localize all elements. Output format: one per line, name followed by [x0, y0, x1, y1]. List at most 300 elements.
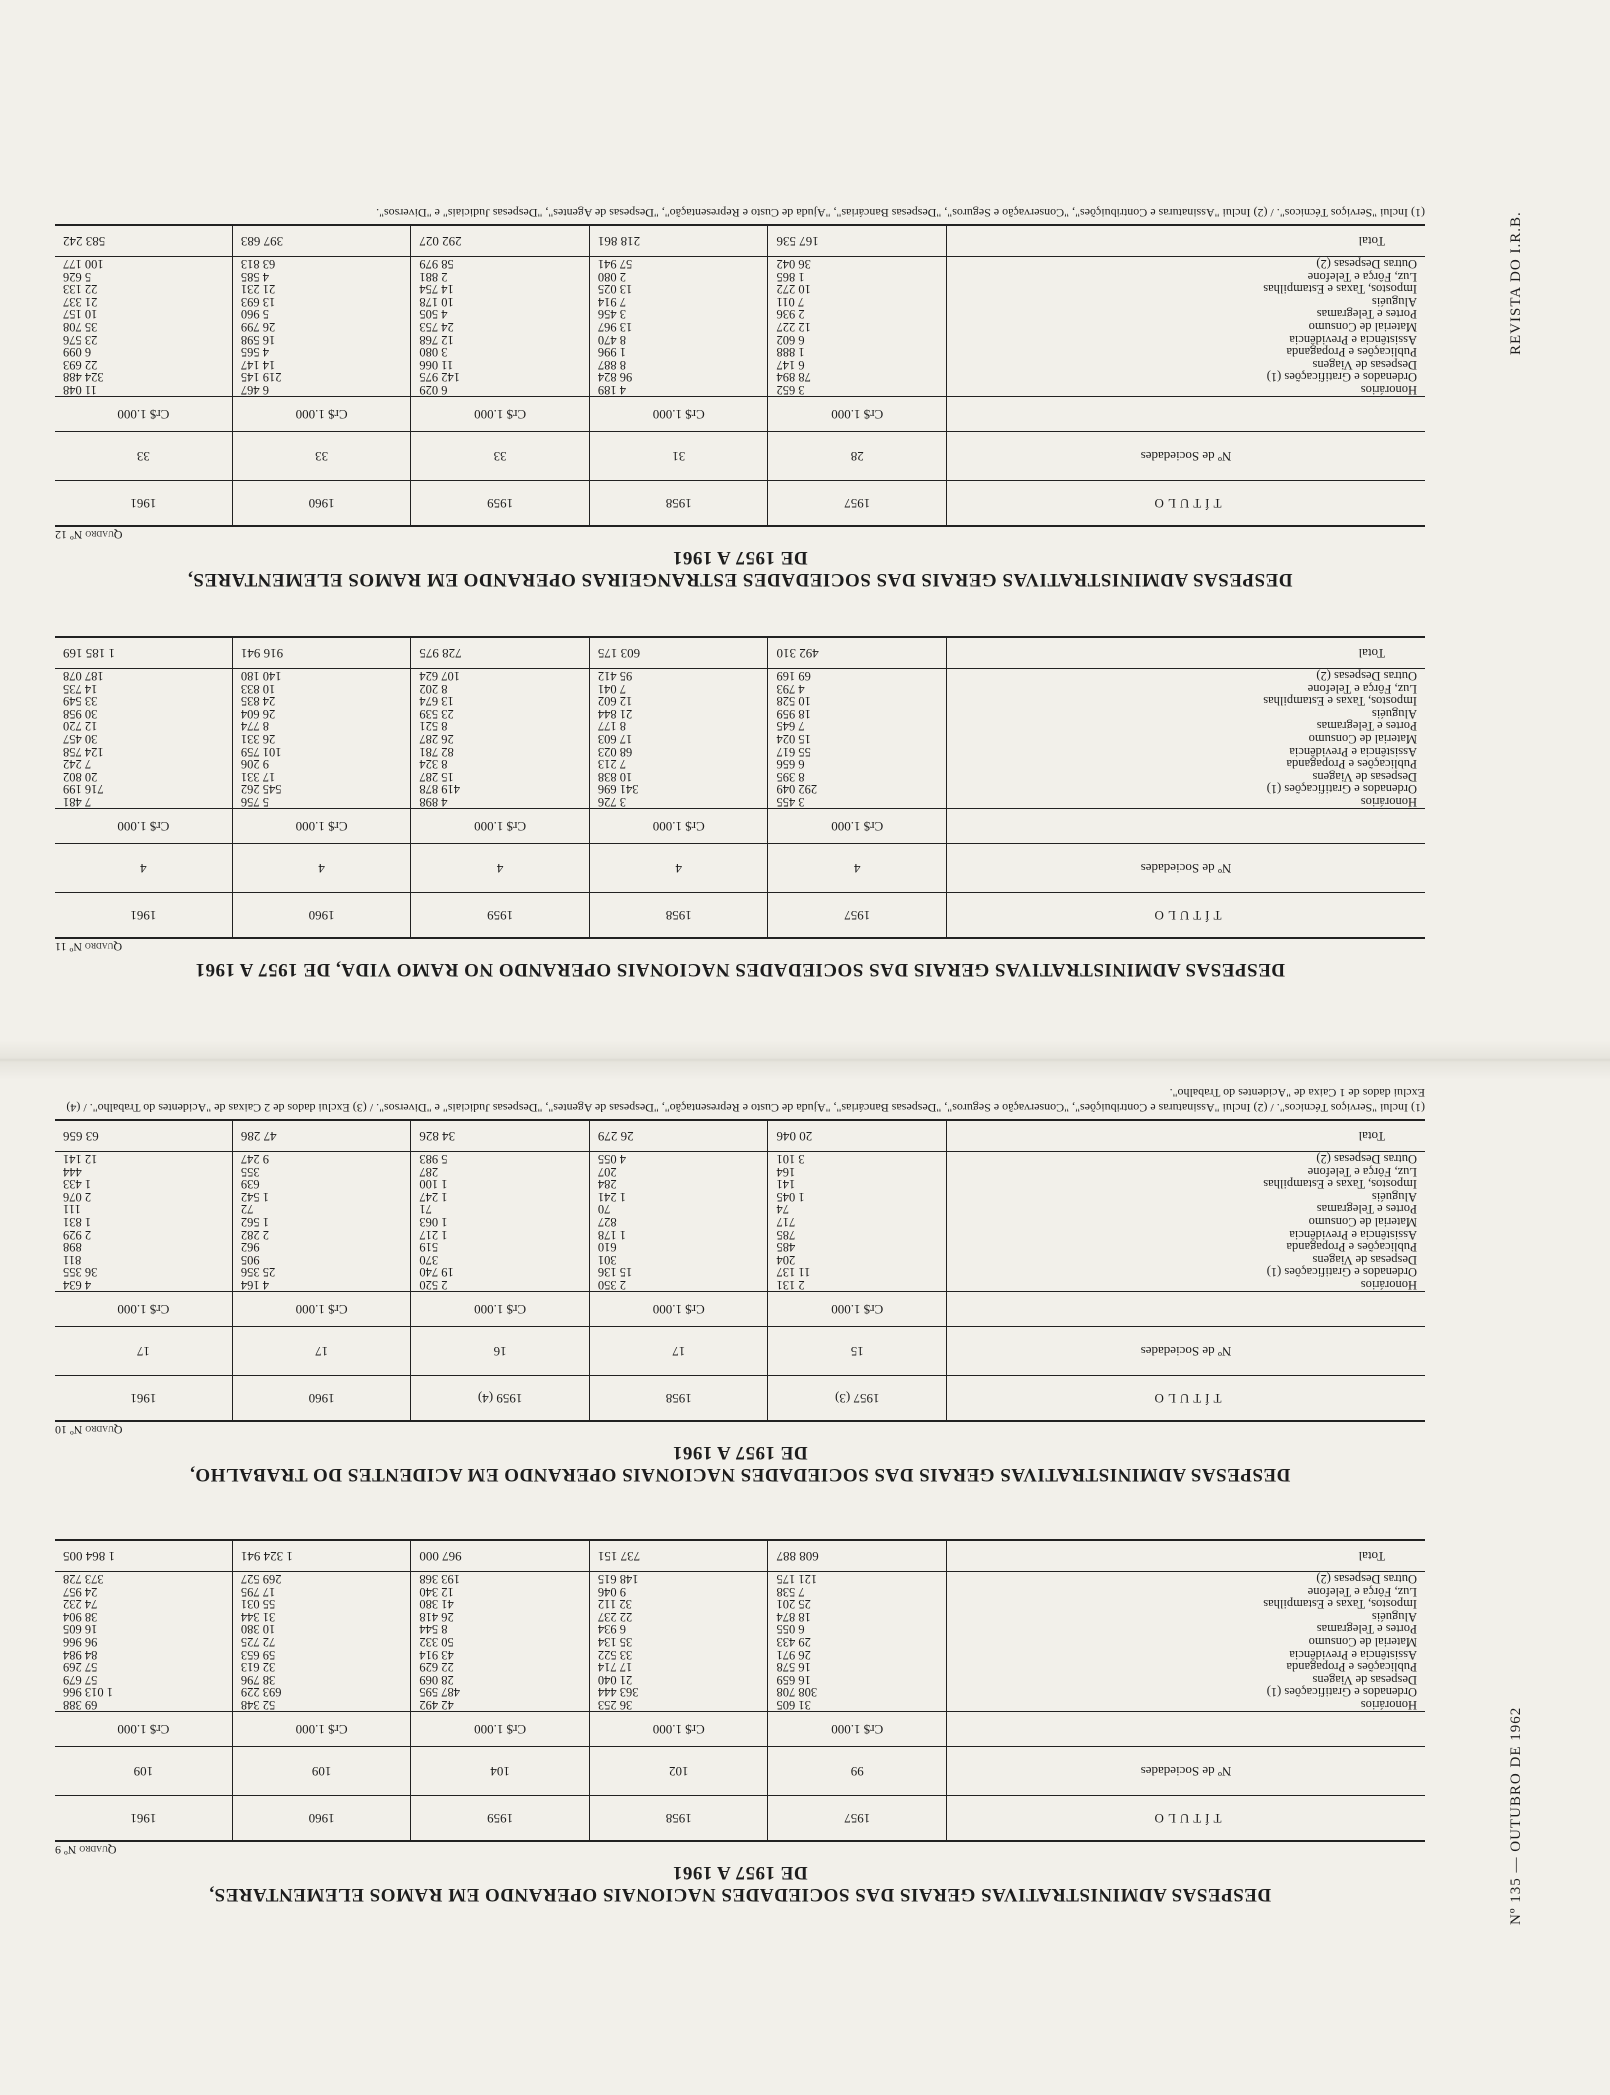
table-row: [55, 1178, 1425, 1191]
total-value: 1 185 169: [55, 637, 232, 669]
row-label: Publicações e Propaganda: [947, 346, 1426, 359]
total-value: 47 286: [232, 1120, 411, 1152]
total-value: 583 242: [55, 225, 232, 257]
row-value: 419 878: [411, 783, 590, 796]
table-row: [55, 371, 1425, 384]
row-value: 3 080: [411, 346, 590, 359]
row-value: 15 287: [411, 770, 590, 783]
unit-cell: Cr$ 1.000: [589, 809, 768, 844]
total-value: 492 310: [768, 637, 947, 669]
row-value: 18 959: [768, 707, 947, 720]
row-value: 50 332: [411, 1635, 590, 1648]
row-label: Ordenados e Gratificações (1): [947, 1266, 1426, 1279]
row-value: 96 824: [589, 371, 768, 384]
total-value: 397 683: [232, 225, 411, 257]
header-row: [55, 481, 1425, 527]
row-value: 10 528: [768, 695, 947, 708]
row-value: 3 101: [768, 1152, 947, 1165]
row-value: 25 201: [768, 1598, 947, 1611]
row-value: 57 269: [63, 1660, 98, 1675]
row-value: 59 653: [232, 1648, 411, 1661]
table-row: [55, 783, 1425, 796]
row-value: 204: [768, 1253, 947, 1266]
year-header: 1958: [589, 481, 768, 527]
row-value: 43 914: [411, 1648, 590, 1661]
table-title: DESPESAS ADMINISTRATIVAS GERAIS DAS SOCIEDADES NACIONAIS OPERANDO EM ACIDENTES DO TRABALHO,: [189, 1464, 1291, 1485]
row-value: 31 605: [768, 1698, 947, 1711]
total-row: [55, 225, 1425, 257]
row-value: 8 521: [411, 720, 590, 733]
row-value: 301: [589, 1253, 768, 1266]
total-value: 737 151: [589, 1540, 768, 1572]
societies-count: 4: [768, 844, 947, 893]
table-number: Quadro Nº 11: [55, 940, 123, 954]
row-value: 21 040: [589, 1673, 768, 1686]
row-value: 6 055: [768, 1623, 947, 1636]
row-value: 148 615: [589, 1572, 768, 1585]
unit-cell: Cr$ 1.000: [232, 397, 411, 432]
row-value: 35 134: [589, 1635, 768, 1648]
year-header: 1960: [232, 481, 411, 527]
unit-cell: Cr$ 1.000: [55, 809, 232, 844]
row-value: 30 958: [63, 706, 98, 721]
header-title-cell: TÍTULO: [947, 1376, 1426, 1422]
table-row: [55, 1673, 1425, 1686]
unit-cell: Cr$ 1.000: [411, 1712, 590, 1747]
row-value: 121 175: [768, 1572, 947, 1585]
table-row: [55, 1215, 1425, 1228]
row-label: Assistência e Previdência: [947, 1648, 1426, 1661]
row-value: 3 652: [768, 383, 947, 396]
row-value: 2 282: [232, 1228, 411, 1241]
row-value: 38 796: [232, 1673, 411, 1686]
table-row: [55, 295, 1425, 308]
row-value: 71: [411, 1203, 590, 1216]
unit-label-blank: [947, 809, 1426, 844]
table-row: [55, 695, 1425, 708]
unit-row: [55, 1292, 1425, 1327]
unit-cell: Cr$ 1.000: [589, 397, 768, 432]
row-value: 2 520: [411, 1278, 590, 1291]
row-value: 1 865: [768, 270, 947, 283]
table-row: [55, 1585, 1425, 1598]
row-value: 9 247: [232, 1152, 411, 1165]
table-number: Quadro Nº 10: [55, 1423, 123, 1437]
row-value: 7 481: [63, 795, 92, 809]
row-value: 21 231: [232, 283, 411, 296]
row-value: 107 624: [411, 669, 590, 682]
row-label: Portes e Telegramas: [947, 308, 1426, 321]
row-value: 6 934: [589, 1623, 768, 1636]
row-value: 78 894: [768, 371, 947, 384]
year-header: 1961: [55, 1796, 232, 1842]
table-row: [55, 283, 1425, 296]
row-value: 36 355: [63, 1265, 98, 1280]
year-header: 1960: [232, 1796, 411, 1842]
row-value: 140 180: [232, 669, 411, 682]
row-value: 101 759: [232, 745, 411, 758]
row-value: 20 802: [63, 769, 98, 784]
year-header: 1961: [55, 481, 232, 527]
unit-label-blank: [947, 1292, 1426, 1327]
row-value: 7 645: [768, 720, 947, 733]
table-row: [55, 1165, 1425, 1178]
unit-cell: Cr$ 1.000: [232, 1292, 411, 1327]
table-row: [55, 1278, 1425, 1291]
row-value: 36 042: [768, 257, 947, 270]
row-value: 21 844: [589, 707, 768, 720]
row-value: 269 527: [232, 1572, 411, 1585]
total-value: 916 941: [232, 637, 411, 669]
row-value: 7 242: [63, 757, 92, 772]
row-label: Luz, Fôrça e Telefone: [947, 270, 1426, 283]
row-value: 21 337: [63, 294, 98, 309]
societies-row: [55, 1327, 1425, 1376]
row-value: 24 957: [63, 1584, 98, 1599]
row-value: 7 213: [589, 758, 768, 771]
societies-count: 17: [232, 1327, 411, 1376]
row-value: 207: [589, 1165, 768, 1178]
row-value: 70: [589, 1203, 768, 1216]
total-value: 20 046: [768, 1120, 947, 1152]
societies-label: Nº de Sociedades: [947, 432, 1426, 481]
row-value: 12 227: [768, 320, 947, 333]
row-value: 1 542: [232, 1190, 411, 1203]
unit-row: [55, 397, 1425, 432]
unit-label-blank: [947, 1712, 1426, 1747]
row-value: 14 147: [232, 358, 411, 371]
row-value: 16 659: [768, 1673, 947, 1686]
side-header-issue: Nº 135 — OUTUBRO DE 1962: [1508, 1706, 1524, 1925]
row-value: 2 080: [589, 270, 768, 283]
row-value: 12 141: [63, 1152, 98, 1167]
table-title: DESPESAS ADMINISTRATIVAS GERAIS DAS SOCIEDADES NACIONAIS OPERANDO EM RAMOS ELEMENTARES,: [208, 1884, 1272, 1905]
row-value: 9 206: [232, 758, 411, 771]
row-value: 7 041: [589, 682, 768, 695]
row-value: 13 025: [589, 283, 768, 296]
row-label: Ordenados e Gratificações (1): [947, 371, 1426, 384]
row-value: 905: [232, 1253, 411, 1266]
row-value: 26 287: [411, 732, 590, 745]
year-header: 1957 (3): [768, 1376, 947, 1422]
row-label: Publicações e Propaganda: [947, 1661, 1426, 1674]
row-label: Portes e Telegramas: [947, 1203, 1426, 1216]
row-value: 11 137: [768, 1266, 947, 1279]
societies-row: [55, 432, 1425, 481]
year-header: 1959: [411, 893, 590, 939]
table-title-years: DE 1957 A 1961: [672, 1442, 808, 1463]
row-value: 42 492: [411, 1698, 590, 1711]
row-value: 68 023: [589, 745, 768, 758]
header-row: [55, 893, 1425, 939]
table-row: [55, 1572, 1425, 1585]
row-value: 962: [232, 1241, 411, 1254]
total-row: [55, 1540, 1425, 1572]
table-number: Quadro Nº 9: [55, 1843, 117, 1857]
row-value: 3 455: [768, 795, 947, 808]
row-label: Impostos, Taxas e Estampilhas: [947, 283, 1426, 296]
row-value: 17 603: [589, 732, 768, 745]
row-label: Honorários: [947, 1278, 1426, 1291]
row-value: 58 979: [411, 257, 590, 270]
row-value: 13 967: [589, 320, 768, 333]
row-value: 363 444: [589, 1686, 768, 1699]
table-row: [55, 320, 1425, 333]
table-row: [55, 745, 1425, 758]
row-value: 82 781: [411, 745, 590, 758]
row-value: 35 708: [63, 320, 98, 335]
table-row: [55, 1253, 1425, 1266]
societies-count: 15: [768, 1327, 947, 1376]
row-value: 24 835: [232, 695, 411, 708]
unit-cell: Cr$ 1.000: [55, 1292, 232, 1327]
row-value: 785: [768, 1228, 947, 1241]
row-value: 8 395: [768, 770, 947, 783]
table-row: [55, 1266, 1425, 1279]
total-value: 292 027: [411, 225, 590, 257]
table-footnote: (1) Inclui "Serviços Técnicos". / (2) Inclui "Assinaturas e Contribuições", "Conservação e Seguros", "Despesas Bancárias", "Ajuda de Custo e Representação", "Despesas de Agentes", "Despesas Judiciais" e "Diversos".: [376, 206, 1425, 221]
societies-count: 102: [589, 1747, 768, 1796]
row-value: 63 813: [232, 257, 411, 270]
row-value: 7 538: [768, 1585, 947, 1598]
row-value: 17 795: [232, 1585, 411, 1598]
header-title-cell: TÍTULO: [947, 1796, 1426, 1842]
row-value: 14 735: [63, 681, 98, 696]
row-value: 12 720: [63, 719, 98, 734]
row-label: Honorários: [947, 795, 1426, 808]
row-value: 519: [411, 1241, 590, 1254]
year-header: 1957: [768, 481, 947, 527]
row-value: 28 069: [411, 1673, 590, 1686]
row-value: 1 063: [411, 1215, 590, 1228]
row-value: 1 241: [589, 1190, 768, 1203]
table-row: [55, 1686, 1425, 1699]
row-value: 25 356: [232, 1266, 411, 1279]
year-header: 1961: [55, 1376, 232, 1422]
societies-count: 109: [232, 1747, 411, 1796]
row-label: Luz, Fôrça e Telefone: [947, 682, 1426, 695]
row-label: Material de Consumo: [947, 732, 1426, 745]
year-header: 1958: [589, 893, 768, 939]
year-header: 1959: [411, 1796, 590, 1842]
row-label: Despesas de Viagens: [947, 358, 1426, 371]
societies-count: 28: [768, 432, 947, 481]
row-value: 164: [768, 1165, 947, 1178]
unit-cell: Cr$ 1.000: [411, 1292, 590, 1327]
row-value: 6 029: [411, 383, 590, 396]
row-value: 141: [768, 1178, 947, 1191]
table-row: [55, 1661, 1425, 1674]
row-value: 15 136: [589, 1266, 768, 1279]
row-label: Despesas de Viagens: [947, 770, 1426, 783]
row-value: 6 467: [232, 383, 411, 396]
societies-count: 31: [589, 432, 768, 481]
table-row: [55, 1228, 1425, 1241]
row-label: Honorários: [947, 1698, 1426, 1711]
row-value: 13 693: [232, 295, 411, 308]
row-label: Despesas de Viagens: [947, 1673, 1426, 1686]
total-value: 728 975: [411, 637, 590, 669]
row-value: 1 831: [63, 1215, 92, 1230]
row-value: 10 833: [232, 682, 411, 695]
table-row: [55, 795, 1425, 808]
row-label: Aluguéis: [947, 707, 1426, 720]
row-value: 4 189: [589, 383, 768, 396]
quadro-9-table: [55, 1539, 1425, 1905]
row-label: Assistência e Previdência: [947, 745, 1426, 758]
total-value: 167 536: [768, 225, 947, 257]
row-value: 1 247: [411, 1190, 590, 1203]
unit-cell: Cr$ 1.000: [768, 1712, 947, 1747]
row-value: 6 099: [63, 345, 92, 360]
societies-count: 4: [411, 844, 590, 893]
data-table: [55, 1119, 1425, 1422]
row-value: 287: [411, 1165, 590, 1178]
row-value: 111: [63, 1202, 81, 1217]
row-value: 36 253: [589, 1698, 768, 1711]
unit-row: [55, 809, 1425, 844]
row-value: 12 602: [589, 695, 768, 708]
total-label: Total: [947, 1540, 1426, 1572]
row-value: 22 629: [411, 1661, 590, 1674]
row-value: 33 522: [589, 1648, 768, 1661]
table-row: [55, 732, 1425, 745]
row-value: 3 456: [589, 308, 768, 321]
row-value: 639: [232, 1178, 411, 1191]
row-value: 74: [768, 1203, 947, 1216]
row-value: 13 674: [411, 695, 590, 708]
row-value: 8 887: [589, 358, 768, 371]
row-label: Portes e Telegramas: [947, 1623, 1426, 1636]
row-value: 827: [589, 1215, 768, 1228]
table-row: [55, 270, 1425, 283]
row-value: 373 728: [63, 1572, 104, 1587]
row-value: 8 324: [411, 758, 590, 771]
row-label: Outras Despesas (2): [947, 669, 1426, 682]
row-value: 4 634: [63, 1278, 92, 1292]
row-value: 12 340: [411, 1585, 590, 1598]
row-value: 444: [63, 1164, 82, 1179]
unit-label-blank: [947, 397, 1426, 432]
row-value: 22 693: [63, 357, 98, 372]
row-value: 69 169: [768, 669, 947, 682]
row-value: 26 604: [232, 707, 411, 720]
year-header: 1961: [55, 893, 232, 939]
total-value: 218 861: [589, 225, 768, 257]
row-value: 487 595: [411, 1686, 590, 1699]
table-row: [55, 1623, 1425, 1636]
row-value: 41 380: [411, 1598, 590, 1611]
total-value: 63 656: [55, 1120, 232, 1152]
row-value: 32 112: [589, 1598, 768, 1611]
row-value: 4 055: [589, 1152, 768, 1165]
row-label: Publicações e Propaganda: [947, 1241, 1426, 1254]
row-value: 8 202: [411, 682, 590, 695]
row-value: 74 232: [63, 1597, 98, 1612]
row-value: 4 505: [411, 308, 590, 321]
row-value: 485: [768, 1241, 947, 1254]
total-value: 34 826: [411, 1120, 590, 1152]
row-value: 1 996: [589, 346, 768, 359]
year-header: 1957: [768, 1796, 947, 1842]
row-value: 8 470: [589, 333, 768, 346]
row-label: Despesas de Viagens: [947, 1253, 1426, 1266]
row-label: Assistência e Previdência: [947, 1228, 1426, 1241]
row-value: 5 626: [63, 269, 92, 284]
row-label: Impostos, Taxas e Estampilhas: [947, 1178, 1426, 1191]
row-value: 57 941: [589, 257, 768, 270]
row-value: 124 758: [63, 744, 104, 759]
row-value: 2 881: [411, 270, 590, 283]
total-value: 1 864 005: [55, 1540, 232, 1572]
total-value: 967 000: [411, 1540, 590, 1572]
row-value: 1 178: [589, 1228, 768, 1241]
table-row: [55, 669, 1425, 682]
row-value: 96 966: [63, 1635, 98, 1650]
row-label: Material de Consumo: [947, 320, 1426, 333]
side-header-journal: REVISTA DO I.R.B.: [1508, 211, 1524, 355]
row-value: 7 914: [589, 295, 768, 308]
societies-count: 4: [232, 844, 411, 893]
table-row: [55, 346, 1425, 359]
unit-cell: Cr$ 1.000: [55, 1712, 232, 1747]
row-value: 16 578: [768, 1661, 947, 1674]
unit-cell: Cr$ 1.000: [589, 1292, 768, 1327]
row-value: 1 100: [411, 1178, 590, 1191]
row-value: 16 605: [63, 1622, 98, 1637]
row-value: 193 368: [411, 1572, 590, 1585]
year-header: 1957: [768, 893, 947, 939]
row-label: Portes e Telegramas: [947, 720, 1426, 733]
row-value: 26 799: [232, 320, 411, 333]
table-row: [55, 308, 1425, 321]
quadro-10-table: [55, 1085, 1425, 1485]
row-value: 6 147: [768, 358, 947, 371]
row-value: 17 331: [232, 770, 411, 783]
row-label: Outras Despesas (2): [947, 1152, 1426, 1165]
table-row: [55, 720, 1425, 733]
societies-count: 109: [55, 1747, 232, 1796]
header-title-cell: TÍTULO: [947, 481, 1426, 527]
row-value: 2 936: [768, 308, 947, 321]
row-value: 84 984: [63, 1647, 98, 1662]
table-title: DESPESAS ADMINISTRATIVAS GERAIS DAS SOCIEDADES NACIONAIS OPERANDO NO RAMO VIDA, DE 1957 A 1961: [194, 959, 1286, 980]
table-row: [55, 1635, 1425, 1648]
societies-label: Nº de Sociedades: [947, 1747, 1426, 1796]
table-row: [55, 333, 1425, 346]
row-value: 717: [768, 1215, 947, 1228]
row-value: 10 272: [768, 283, 947, 296]
row-value: 14 754: [411, 283, 590, 296]
row-value: 26 331: [232, 732, 411, 745]
unit-row: [55, 1712, 1425, 1747]
societies-count: 4: [55, 844, 232, 893]
row-value: 23 576: [63, 332, 98, 347]
societies-count: 4: [589, 844, 768, 893]
row-value: 4 585: [232, 270, 411, 283]
row-value: 22 237: [589, 1610, 768, 1623]
row-value: 2 929: [63, 1227, 92, 1242]
row-value: 1 433: [63, 1177, 92, 1192]
table-row: [55, 1598, 1425, 1611]
row-value: 4 898: [411, 795, 590, 808]
row-value: 5 983: [411, 1152, 590, 1165]
row-value: 355: [232, 1165, 411, 1178]
row-label: Material de Consumo: [947, 1635, 1426, 1648]
row-value: 19 740: [411, 1266, 590, 1279]
row-value: 610: [589, 1241, 768, 1254]
header-title-cell: TÍTULO: [947, 893, 1426, 939]
